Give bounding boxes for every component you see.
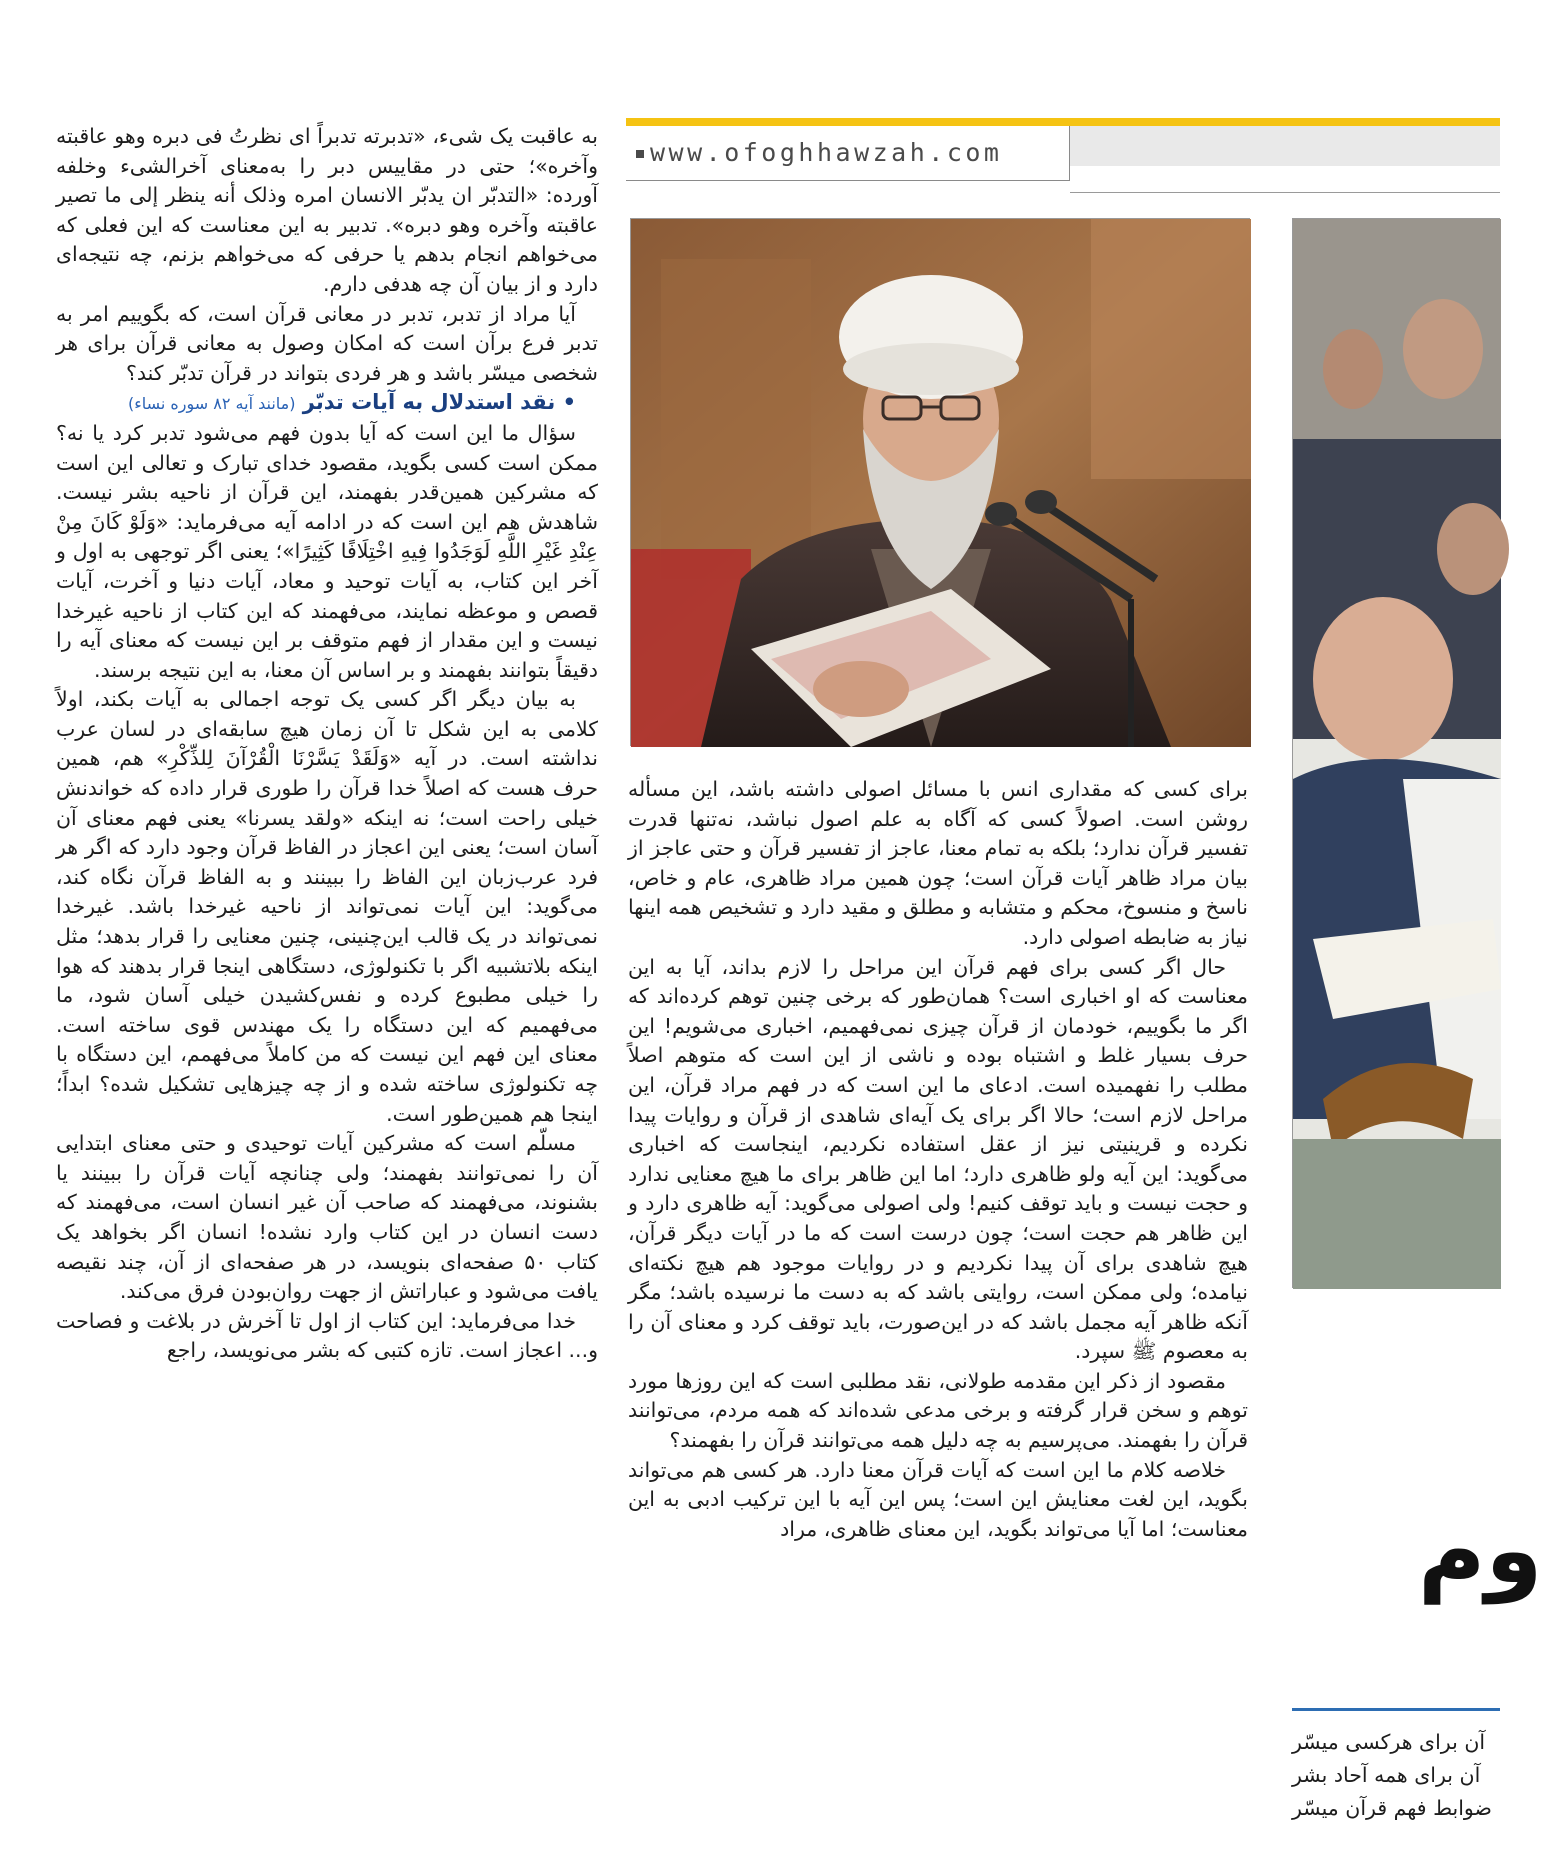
- cleric-photo: [630, 218, 1250, 746]
- paragraph: خدا می‌فرماید: این کتاب از اول تا آخرش در بلاغت و فصاحت و... اعجاز است. تازه کتبی که بشر می‌نویسد، راجع: [56, 1308, 598, 1363]
- paragraph: مقصود از ذکر این مقدمه طولانی، نقد مطلبی است که این روزها مورد توهم و سخن قرار گرفته و برخی مدعی شده‌اند که همه مردم، می‌توانند قرآن را بفهمند. می‌پرسیم به چه دلیل همه می‌توانند قرآن را بفهمند؟: [628, 1368, 1248, 1453]
- website-url[interactable]: [636, 138, 1002, 167]
- bullet-icon: •: [562, 390, 576, 415]
- subhead-title: نقد استدلال به آیات تدبّر: [302, 390, 556, 415]
- teaser-line: آن برای همه آحاد بشر: [1292, 1763, 1481, 1787]
- header-divider: [1070, 192, 1500, 193]
- teaser-line: ضوابط فهم قرآن میسّر: [1292, 1796, 1492, 1820]
- paragraph: برای کسی که مقداری انس با مسائل اصولی داشته باشد، این مسأله روشن است. اصولاً کسی که آگاه به علم اصول نباشد، نه‌تنها قدرت تفسیر قرآن ندارد؛ بلکه به تمام معنا، عاجز از تفسیر قرآن و حتی عاجز از بیان مراد ظاهر آیات قرآن است؛ چون همین مراد ظاهری، عام و خاص، ناسخ و منسوخ، محکم و متشابه و مطلق و مقید دارد و تشخیص همه اینها نیاز به ضابطه اصولی دارد.: [628, 777, 1248, 949]
- teaser-text: [1292, 1726, 1500, 1864]
- middle-text-column: [628, 775, 1248, 1864]
- worshipper-photo: [1292, 218, 1500, 1288]
- teaser-divider: [1292, 1708, 1500, 1711]
- paragraph: آیا مراد از تدبر، تدبر در معانی قرآن است، که بگوییم امر به تدبر فرع برآن است که امکان وصول به معانی قرآن برای هر شخصی میسّر باشد و هر فردی بتواند در قرآن تدبّر کند؟: [56, 301, 598, 385]
- header-yellow-bar: [626, 118, 1500, 126]
- teaser-heading: وم: [1418, 1497, 1543, 1604]
- paragraph: مسلّم است که مشرکین آیات توحیدی و حتی معنای ابتدایی آن را نمی‌توانند بفهمند؛ ولی چنانچه آیات قرآن را ببینند یا بشنوند، می‌فهمند که صاحب آن غیر انسان است، می‌فهمند که دست انسان در این کتاب وارد نشده! انسان اگر بخواهد یک کتاب ۵۰ صفحه‌ای بنویسد، در هر صفحه‌ای از آن، چند نقیصه یافت می‌شود و عباراتش از جهت روان‌بودن فرق می‌کند.: [56, 1131, 598, 1304]
- paragraph: خلاصه کلام ما این است که آیات قرآن معنا دارد. هر کسی هم می‌تواند بگوید، این لغت معنایش این است؛ پس این آیه با این ترکیب ادبی به این معناست؛ اما آیا می‌تواند بگوید، این معنای ظاهری، مراد: [628, 1457, 1248, 1541]
- header-gray-strip: [1070, 126, 1500, 166]
- paragraph: سؤال ما این است که آیا بدون فهم می‌شود تدبر کرد یا نه؟ ممکن است کسی بگوید، مقصود خدای تبارک و تعالی این است که مشرکین همین‌قدر بفهمند، این قرآن از ناحیه بشر نیست. شاهدش هم این است که در ادامه آیه می‌فرماید: «وَلَوْ کَانَ مِنْ عِنْدِ غَیْرِ اللَّهِ لَوَجَدُوا فِیهِ اخْتِلَافًا کَثِیرًا»؛ یعنی اگر توجهی به اول و آخر این کتاب، به آیات توحید و معاد، آیات دنیا و آخرت، آیات قصص و موعظه نمایند، می‌فهمند که این کتاب از ناحیه غیرخدا نیست و این مقدار از فهم متوقف بر این نیست که معنای آیه را دقیقاً بتوانند بفهمند و بر اساس آن معنا، به این نتیجه برسند.: [56, 420, 598, 682]
- section-subhead: [56, 388, 598, 419]
- subhead-note: (مانند آیه ۸۲ سوره نساء): [127, 394, 296, 414]
- teaser-line: آن برای هرکسی میسّر: [1292, 1730, 1486, 1754]
- website-url-text: www.ofoghhawzah.com: [650, 138, 1003, 167]
- paragraph: به بیان دیگر اگر کسی یک توجه اجمالی به آیات بکند، اولاً کلامی به این شکل تا آن زمان هیچ سابقه‌ای در لسان عرب نداشته است. در آیه «وَلَقَدْ یَسَّرْنَا الْقُرْآنَ لِلذِّکْرِ» هم، همین حرف هست که اصلاً خدا قرآن را طوری قرار داده که خواندنش خیلی راحت است؛ نه اینکه «ولقد یسرنا» یعنی فهم معنای آن آسان است؛ یعنی این اعجاز در الفاظ قرآن وجود دارد که اگر هر فرد عرب‌زبان این الفاظ را ببینند و به الفاظ قرآن نگاه کند، می‌گوید: این آیات نمی‌تواند از ناحیه غیرخدا باشد. غیرخدا نمی‌تواند در یک قالب این‌چنینی، چنین معنایی را قرار بدهد؛ مثل اینکه بلاتشبیه اگر با تکنولوژی، دستگاهی اینجا قرار بدهند که هوا را خیلی مطبوع کرده و نفس‌کشیدن خیلی آسان شود، ما می‌فهمیم که این دستگاه را یک مهندس قوی ساخته است. معنای این فهم این نیست که من کاملاً می‌فهمم، این دستگاه با چه تکنولوژی ساخته شده و از چه چیزهایی تشکیل شده؟ ابداً؛ اینجا هم همین‌طور است.: [56, 687, 598, 1126]
- paragraph: به عاقبت یک شیء، «تدبرته تدبراً ای نظرتُ فی دبره وهو عاقبته وآخره»؛ حتی در مقاییس دبر را به‌معنای آخرالشیء وخلفه آورده: «التدبّر ان یدبّر الانسان امره وذلک أنه ینظر إلی ما تصیر عاقبته وآخره وهو دبره». تدبیر به این معناست که این فعلی که می‌خواهم انجام بدهم یا حرفی که می‌خواهم بزنم، چه نتیجه‌ای دارد و از بیان آن چه هدفی دارم.: [56, 124, 598, 296]
- left-text-column: [56, 122, 598, 1864]
- square-bullet-icon: [636, 150, 644, 158]
- paragraph: حال اگر کسی برای فهم قرآن این مراحل را لازم بداند، آیا به این معناست که او اخباری است؟ همان‌طور که برخی چنین توهم کرده‌اند که اگر ما بگوییم، خودمان از قرآن چیزی نمی‌فهمیم، اخباری می‌شویم! این حرف بسیار غلط و اشتباه بوده و ناشی از این است که متوهم اصلاً مطلب را نفهمیده است. ادعای ما این است که در فهم مراد قرآن، این مراحل لازم است؛ حالا اگر برای یک آیه‌ای شاهدی از قرآن و روایات پیدا نکرده و قرینیتی نیز از عقل استفاده نکردیم، اینجاست که اخباری می‌گوید: این آیه ولو ظاهری دارد؛ اما این ظاهر برای ما هیچ معنایی ندارد و حجت نیست و باید توقف کنیم! ولی اصولی می‌گوید: آیه ظاهری دارد و این ظاهر هم حجت است؛ چون درست است که ما در آیات دیگر قرآن، هیچ شاهدی برای آن پیدا نکردیم و در روایات موجود هم هیچ نکته‌ای نیامده؛ ولی ممکن است، روایتی باشد که به دست ما نرسیده باشد؛ مگر آنکه ظاهر آیه مجمل باشد که در این‌صورت، باید توقف کرد و معنای آن را به معصوم ﷺ سپرد.: [628, 954, 1248, 1364]
